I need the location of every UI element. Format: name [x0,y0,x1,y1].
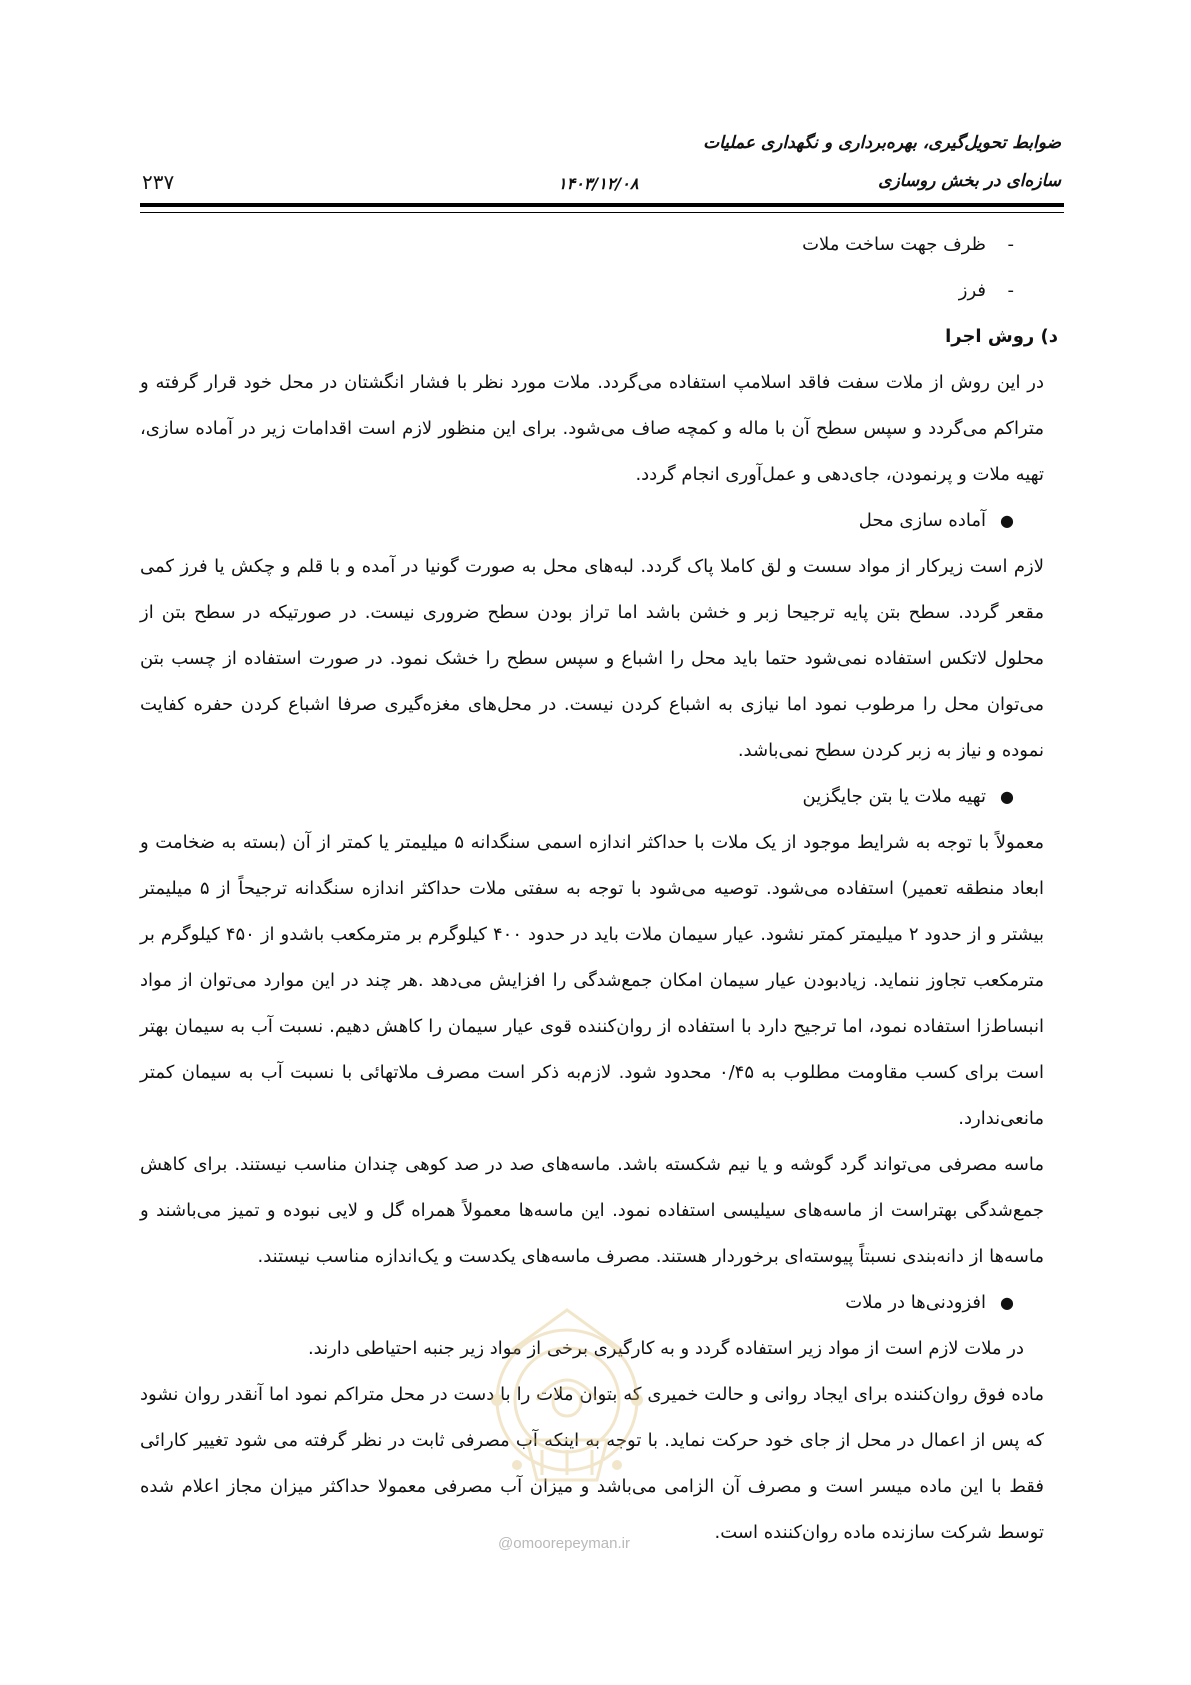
paragraph-prep: لازم است زیرکار از مواد سست و لق کاملا پاک گردد. لبه‌های محل به صورت گونیا در آمده و با قلم و چکش یا فرز کمی مقعر گردد. سطح بتن پایه ترجیحا زبر و خشن باشد اما تراز بودن سطح ضروری نیست. در صورتیکه در سطح بتن از محلول لاتکس استفاده نمی‌شود حتما باید محل را اشباع و سپس سطح را خشک نمود. در صورت استفاده از چسب بتن می‌توان محل را مرطوب نمود اما نیازی به اشباع کردن نیست. در محل‌های مغزه‌گیری صرفا اشباع کردن حفره کفایت نموده و نیاز به زبر کردن سطح نمی‌باشد. [140,556,1044,761]
bullet-text: تهیه ملات یا بتن جایگزین [802,786,986,807]
header-rule-thin [140,212,1064,213]
bullet-icon: ● [1000,1293,1014,1312]
watermark-text: @omoorepeyman.ir [498,1535,630,1552]
body-text [140,222,1064,1556]
paragraph-additives: در ملات لازم است از مواد زیر استفاده گردد و به کارگیری برخی از مواد زیر جنبه احتیاطی دارند. [307,1338,1024,1359]
header-rule-thick [140,203,1064,207]
section-heading: د) روش اجرا [945,326,1058,347]
bullet-icon: ● [1000,511,1014,530]
header-title-line1: ضوابط تحویل‌گیری، بهره‌برداری و نگهداری عملیات [703,133,1061,153]
bullet-item-mortar [140,774,1064,820]
page-number: ۲۳۷ [142,170,175,194]
dash-marker: - [1007,234,1014,255]
list-item [140,222,1064,268]
list-item [140,268,1064,314]
bullet-text: افزودنی‌ها در ملات [845,1292,986,1313]
paragraph-sand: ماسه مصرفی می‌تواند گرد گوشه و یا نیم شکسته باشد. ماسه‌های صد در صد کوهی چندان مناسب نیستند. برای کاهش جمع‌شدگی بهتراست از ماسه‌های سیلیسی استفاده نمود. این ماسه‌ها معمولاً همراه گل و لایی نبوده و تمیز می‌باشند و ماسه‌ها از دانه‌بندی نسبتاً پیوسته‌ای برخوردار هستند. مصرف ماسه‌های یکدست و یک‌اندازه مناسب نیستند. [140,1154,1044,1267]
list-item-text: فرز [958,280,986,301]
bullet-text: آماده سازی محل [858,510,986,531]
dash-marker: - [1007,280,1014,301]
header-title-line2: سازه‌ای در بخش روسازی [878,171,1061,191]
list-item-text: ظرف جهت ساخت ملات [802,234,986,255]
paragraph-intro: در این روش از ملات سفت فاقد اسلامپ استفاده می‌گردد. ملات مورد نظر با فشار انگشتان در محل خود قرار گرفته و متراکم می‌گردد و سپس سطح آن با ماله و کمچه صاف می‌شود. برای این منظور لازم است اقدامات زیر در آماده سازی، تهیه ملات و پرنمودن، جای‌دهی و عمل‌آوری انجام گردد. [140,372,1044,485]
bullet-item-additives [140,1280,1064,1326]
paragraph-mortar: معمولاً با توجه به شرایط موجود از یک ملات با حداکثر اندازه اسمی سنگدانه ۵ میلیمتر یا کمتر از آن (بسته به ضخامت و ابعاد منطقه تعمیر) استفاده می‌شود. توصیه می‌شود با توجه به سفتی ملات حداکثر اندازه سنگدانه ترجیحاً از ۵ میلیمتر بیشتر و از حدود ۲ میلیمتر کمتر نشود. عیار سیمان ملات باید در حدود ۴۰۰ کیلوگرم بر مترمکعب باشدو از ۴۵۰ کیلوگرم بر مترمکعب تجاوز ننماید. زیادبودن عیار سیمان امکان جمع‌شدگی را افزایش می‌دهد .هر چند در این موارد می‌توان از مواد انبساط‌زا استفاده نمود، اما ترجیح دارد با استفاده از روان‌کننده قوی عیار سیمان را کاهش دهیم. نسبت آب به سیمان بهتر است برای کسب مقاومت مطلوب به ۰/۴۵ محدود شود. لازم‌به ذکر است مصرف ملاتهائی با نسبت آب به سیمان کمتر مانعی‌ندارد. [140,832,1045,1129]
header-date: ۱۴۰۳/۱۲/۰۸ [558,174,639,193]
paragraph-superplasticizer: ماده فوق روان‌کننده برای ایجاد روانی و حالت خمیری که بتوان ملات را با دست در محل متراکم نمود اما آنقدر روان نشود که پس از اعمال در محل از جای خود حرکت نماید. با توجه به اینکه آب مصرفی ثابت در نظر گرفته می شود تغییر کارائی فقط با این ماده میسر است و مصرف آن الزامی می‌باشد و میزان آب مصرفی معمولا حداکثر میزان مجاز اعلام شده توسط شرکت سازنده ماده روان‌کننده است. [140,1384,1044,1543]
bullet-icon: ● [1000,787,1014,806]
bullet-item-site-prep [140,498,1064,544]
